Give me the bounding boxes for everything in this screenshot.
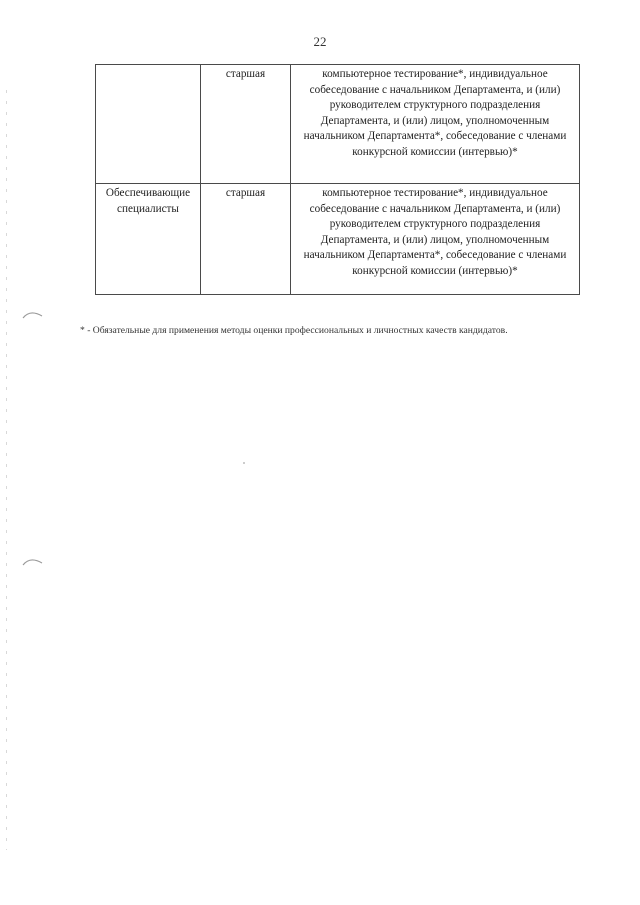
footnote: * - Обязательные для применения методы оценки профессиональных и личностных качеств кандидатов. bbox=[80, 325, 508, 336]
assessment-methods-cell: компьютерное тестирование*, индивидуальное собеседование с начальником Департамента, и (или) руководителем структурного подразделения Департамента, и (или) лицом, уполномоченным начальником Департамента*, собеседование с членами конкурсной комиссии (интервью)* bbox=[291, 65, 580, 184]
position-category-cell: старшая bbox=[201, 65, 291, 184]
assessment-methods-cell: компьютерное тестирование*, индивидуальное собеседование с начальником Департамента, и (или) руководителем структурного подразделения Департамента, и (или) лицом, уполномоченным начальником Департамента*, собеседование с членами конкурсной комиссии (интервью)* bbox=[291, 184, 580, 295]
staple-mark-icon bbox=[22, 308, 44, 320]
page-number: 22 bbox=[313, 34, 327, 49]
staple-mark-icon bbox=[22, 555, 44, 567]
position-category-cell: старшая bbox=[201, 184, 291, 295]
table-row bbox=[96, 184, 580, 295]
position-group-cell: Обеспечивающие специалисты bbox=[96, 184, 201, 295]
table-row bbox=[96, 65, 580, 184]
methods-table bbox=[95, 64, 580, 295]
position-group-cell bbox=[96, 65, 201, 184]
scan-edge-noise bbox=[6, 90, 7, 850]
scan-dust-dot bbox=[243, 462, 245, 464]
